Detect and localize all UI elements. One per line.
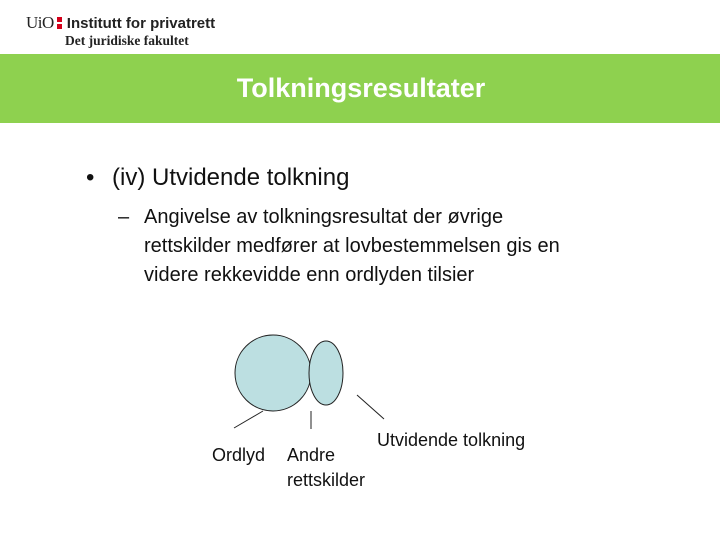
- logo-brand: UiO: [26, 13, 54, 32]
- bullet-marker: •: [86, 164, 95, 191]
- ordlyd-pointer-line: [234, 411, 263, 428]
- andre-rettskilder-ellipse: [309, 341, 343, 405]
- andre-label: Andre: [287, 445, 336, 465]
- bullet-text: (iv) Utvidende tolkning: [112, 164, 350, 191]
- sub-bullet-marker: –: [118, 206, 130, 228]
- ordlyd-circle: [235, 335, 311, 411]
- ordlyd-label: Ordlyd: [212, 445, 266, 465]
- rettskilder-label: rettskilder: [287, 470, 366, 490]
- logo-faculty: Det juridiske fakultet: [65, 33, 189, 48]
- sub-bullet-line: rettskilder medfører at lovbestemmelsen gis en: [144, 235, 560, 257]
- sub-bullet-line: videre rekkevidde enn ordlyden tilsier: [144, 264, 475, 286]
- logo-institute: Institutt for privatrett: [66, 14, 216, 32]
- sub-bullet-line: Angivelse av tolkningsresultat der øvrige: [144, 206, 504, 228]
- utvidende-label: Utvidende tolkning: [377, 430, 526, 450]
- slide-title: Tolkningsresultater: [236, 73, 486, 103]
- utvidende-pointer-line: [357, 395, 384, 419]
